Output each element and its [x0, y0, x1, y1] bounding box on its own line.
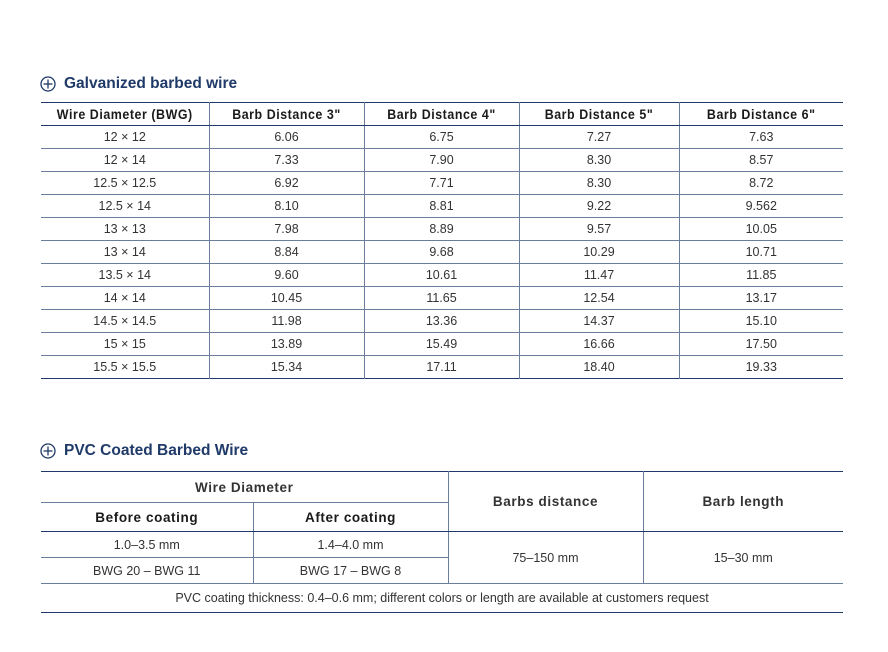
table-cell: 11.98 — [209, 310, 364, 333]
circle-plus-icon — [40, 76, 56, 92]
header-wire-diameter: Wire Diameter (BWG) — [48, 103, 203, 126]
table-cell: 14 × 14 — [41, 287, 209, 310]
table-cell: BWG 17 – BWG 8 — [253, 558, 448, 584]
table-cell: 15.34 — [209, 356, 364, 379]
table-cell: 15.10 — [679, 310, 843, 333]
table-cell: 7.27 — [519, 126, 679, 149]
table-header-row — [41, 103, 843, 126]
table-cell: 13.36 — [364, 310, 519, 333]
table-cell: 15.49 — [364, 333, 519, 356]
barbs-distance-value: 75–150 mm — [448, 532, 643, 584]
table-cell: 10.29 — [519, 241, 679, 264]
section-title-pvc — [40, 442, 248, 460]
table-cell: 14.37 — [519, 310, 679, 333]
table-row — [41, 310, 843, 333]
table-cell: 12 × 14 — [41, 149, 209, 172]
table-cell: 6.75 — [364, 126, 519, 149]
table-cell: 8.81 — [364, 195, 519, 218]
table-row — [41, 532, 843, 558]
section-title-text: PVC Coated Barbed Wire — [64, 442, 249, 459]
table-cell: 10.45 — [209, 287, 364, 310]
table-cell: 11.47 — [519, 264, 679, 287]
table-cell: 11.85 — [679, 264, 843, 287]
table-cell: 11.65 — [364, 287, 519, 310]
table-cell: 7.90 — [364, 149, 519, 172]
table-cell: 9.22 — [519, 195, 679, 218]
table-row — [41, 333, 843, 356]
table-row — [41, 149, 843, 172]
header-barb-length: Barb length — [643, 472, 843, 532]
header-after-coating: After coating — [253, 503, 448, 532]
table-cell: 10.61 — [364, 264, 519, 287]
header-before-coating: Before coating — [41, 503, 253, 532]
table-row — [41, 287, 843, 310]
table-cell: 10.05 — [679, 218, 843, 241]
header-barb-distance-3: Barb Distance 3" — [215, 103, 358, 126]
table-row — [41, 172, 843, 195]
table-cell: 7.33 — [209, 149, 364, 172]
table-cell: 7.71 — [364, 172, 519, 195]
table-row — [41, 356, 843, 379]
barb-length-value: 15–30 mm — [643, 532, 843, 584]
table-cell: 12.54 — [519, 287, 679, 310]
table-cell: 8.57 — [679, 149, 843, 172]
header-barb-distance-6: Barb Distance 6" — [686, 103, 837, 126]
table-row — [41, 241, 843, 264]
table-cell: 15 × 15 — [41, 333, 209, 356]
table-cell: 8.89 — [364, 218, 519, 241]
table-cell: 16.66 — [519, 333, 679, 356]
coating-note: PVC coating thickness: 0.4–0.6 mm; different colors or length are available at customers request — [41, 584, 843, 613]
table-cell: 7.63 — [679, 126, 843, 149]
table-cell: 18.40 — [519, 356, 679, 379]
table-cell: 17.50 — [679, 333, 843, 356]
table-cell: 6.92 — [209, 172, 364, 195]
header-barb-distance-5: Barb Distance 5" — [525, 103, 672, 126]
section-title-galvanized — [40, 75, 237, 93]
table-cell: 8.30 — [519, 172, 679, 195]
table-cell: 13.89 — [209, 333, 364, 356]
table-cell: 13.5 × 14 — [41, 264, 209, 287]
table-cell: 12 × 12 — [41, 126, 209, 149]
table-row — [41, 195, 843, 218]
table-cell: 12.5 × 14 — [41, 195, 209, 218]
section-title-text: Galvanized barbed wire — [64, 75, 238, 92]
table-cell: 9.68 — [364, 241, 519, 264]
header-wire-diameter: Wire Diameter — [41, 472, 448, 503]
table-cell: BWG 20 – BWG 11 — [93, 563, 201, 578]
table-cell: 13 × 14 — [41, 241, 209, 264]
table-row — [41, 584, 843, 613]
table-row — [41, 264, 843, 287]
table-cell: 14.5 × 14.5 — [41, 310, 209, 333]
table-row — [41, 218, 843, 241]
table-cell: 8.30 — [519, 149, 679, 172]
table-cell: 9.57 — [519, 218, 679, 241]
pvc-table — [41, 471, 843, 613]
table-cell: 8.10 — [209, 195, 364, 218]
table-cell: 17.11 — [364, 356, 519, 379]
table-cell: 9.60 — [209, 264, 364, 287]
table-cell: 15.5 × 15.5 — [93, 360, 157, 374]
table-cell: 9.562 — [679, 195, 843, 218]
table-cell: 13.17 — [679, 287, 843, 310]
table-cell: 10.71 — [679, 241, 843, 264]
table-row — [41, 126, 843, 149]
circle-plus-icon — [40, 443, 56, 459]
table-cell: 13 × 13 — [41, 218, 209, 241]
table-cell: 19.33 — [679, 356, 843, 379]
header-barb-distance-4: Barb Distance 4" — [370, 103, 513, 126]
table-cell: 8.84 — [209, 241, 364, 264]
table-cell: 6.06 — [209, 126, 364, 149]
galvanized-table — [41, 102, 843, 379]
table-cell: 7.98 — [209, 218, 364, 241]
table-cell: 12.5 × 12.5 — [41, 172, 209, 195]
table-header-row — [41, 472, 843, 503]
table-cell: 8.72 — [679, 172, 843, 195]
header-barbs-distance: Barbs distance — [448, 472, 643, 532]
table-cell: 1.4–4.0 mm — [253, 532, 448, 558]
table-cell: 1.0–3.5 mm — [41, 532, 253, 558]
